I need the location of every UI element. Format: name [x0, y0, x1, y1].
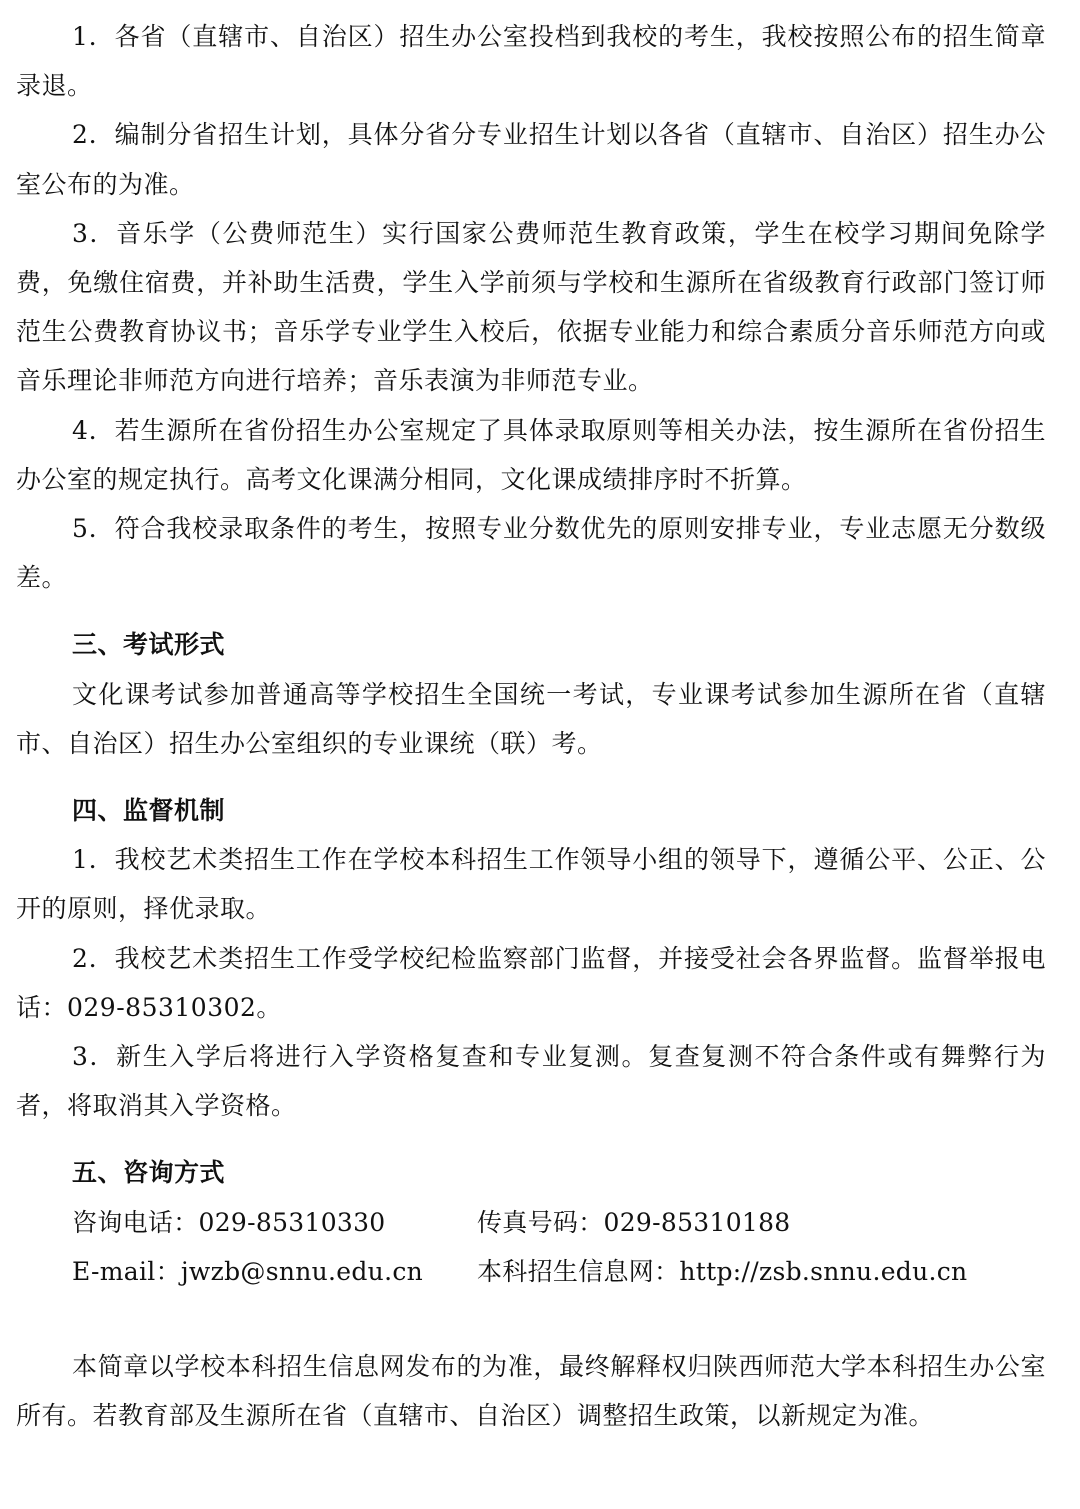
closing-statement: 本简章以学校本科招生信息网发布的为准，最终解释权归陕西师范大学本科招生办公室所有。若教育部及生源所在省（直辖市、自治区）调整招生政策，以新规定为准。 — [16, 1352, 1046, 1431]
supervision-item-3: 3．新生入学后将进行入学资格复查和专业复测。复查复测不符合条件或有舞弊行为者，将取消其入学资格。 — [16, 1042, 1046, 1121]
spacer — [16, 768, 1046, 786]
contact-row-email-web — [16, 1247, 1046, 1296]
spacer — [16, 602, 1046, 620]
supervision-item-2: 2．我校艺术类招生工作受学校纪检监察部门监督，并接受社会各界监督。监督举报电话：029-85310302。 — [16, 943, 1046, 1022]
supervision-item-1: 1．我校艺术类招生工作在学校本科招生工作领导小组的领导下，遵循公平、公正、公开的原则，择优录取。 — [16, 845, 1046, 924]
contact-fax: 传真号码：029-85310188 — [477, 1207, 791, 1237]
contact-phone: 咨询电话：029-85310330 — [72, 1207, 386, 1237]
spacer — [16, 1130, 1046, 1148]
contact-website-link[interactable]: 本科招生信息网：http://zsb.snnu.edu.cn — [477, 1256, 968, 1286]
admission-rule-3: 3．音乐学（公费师范生）实行国家公费师范生教育政策，学生在校学习期间免除学费，免缴住宿费，并补助生活费，学生入学前须与学校和生源所在省级教育行政部门签订师范生公费教育协议书；音乐学专业学生入校后，依据专业能力和综合素质分音乐师范方向或音乐理论非师范方向进行培养；音乐表演为非师范专业。 — [16, 218, 1046, 396]
contact-row-phone-fax — [16, 1198, 1046, 1247]
admission-rule-1: 1．各省（直辖市、自治区）招生办公室投档到我校的考生，我校按照公布的招生简章录退。 — [16, 22, 1046, 101]
section-heading-contact: 五、咨询方式 — [72, 1158, 226, 1188]
admission-rule-4: 4．若生源所在省份招生办公室规定了具体录取原则等相关办法，按生源所在省份招生办公室的规定执行。高考文化课满分相同，文化课成绩排序时不折算。 — [16, 415, 1046, 494]
contact-email[interactable]: E-mail：jwzb@snnu.edu.cn — [72, 1256, 424, 1286]
exam-format-paragraph: 文化课考试参加普通高等学校招生全国统一考试，专业课考试参加生源所在省（直辖市、自治区）招生办公室组织的专业课统（联）考。 — [16, 679, 1046, 758]
admission-rule-5: 5．符合我校录取条件的考生，按照专业分数优先的原则安排专业，专业志愿无分数级差。 — [16, 514, 1046, 593]
spacer — [16, 1296, 1046, 1342]
document-page — [16, 12, 1046, 1440]
section-heading-supervision: 四、监督机制 — [72, 796, 226, 826]
admission-rule-2: 2．编制分省招生计划，具体分省分专业招生计划以各省（直辖市、自治区）招生办公室公布的为准。 — [16, 120, 1046, 199]
section-heading-exam-format: 三、考试形式 — [72, 630, 226, 660]
